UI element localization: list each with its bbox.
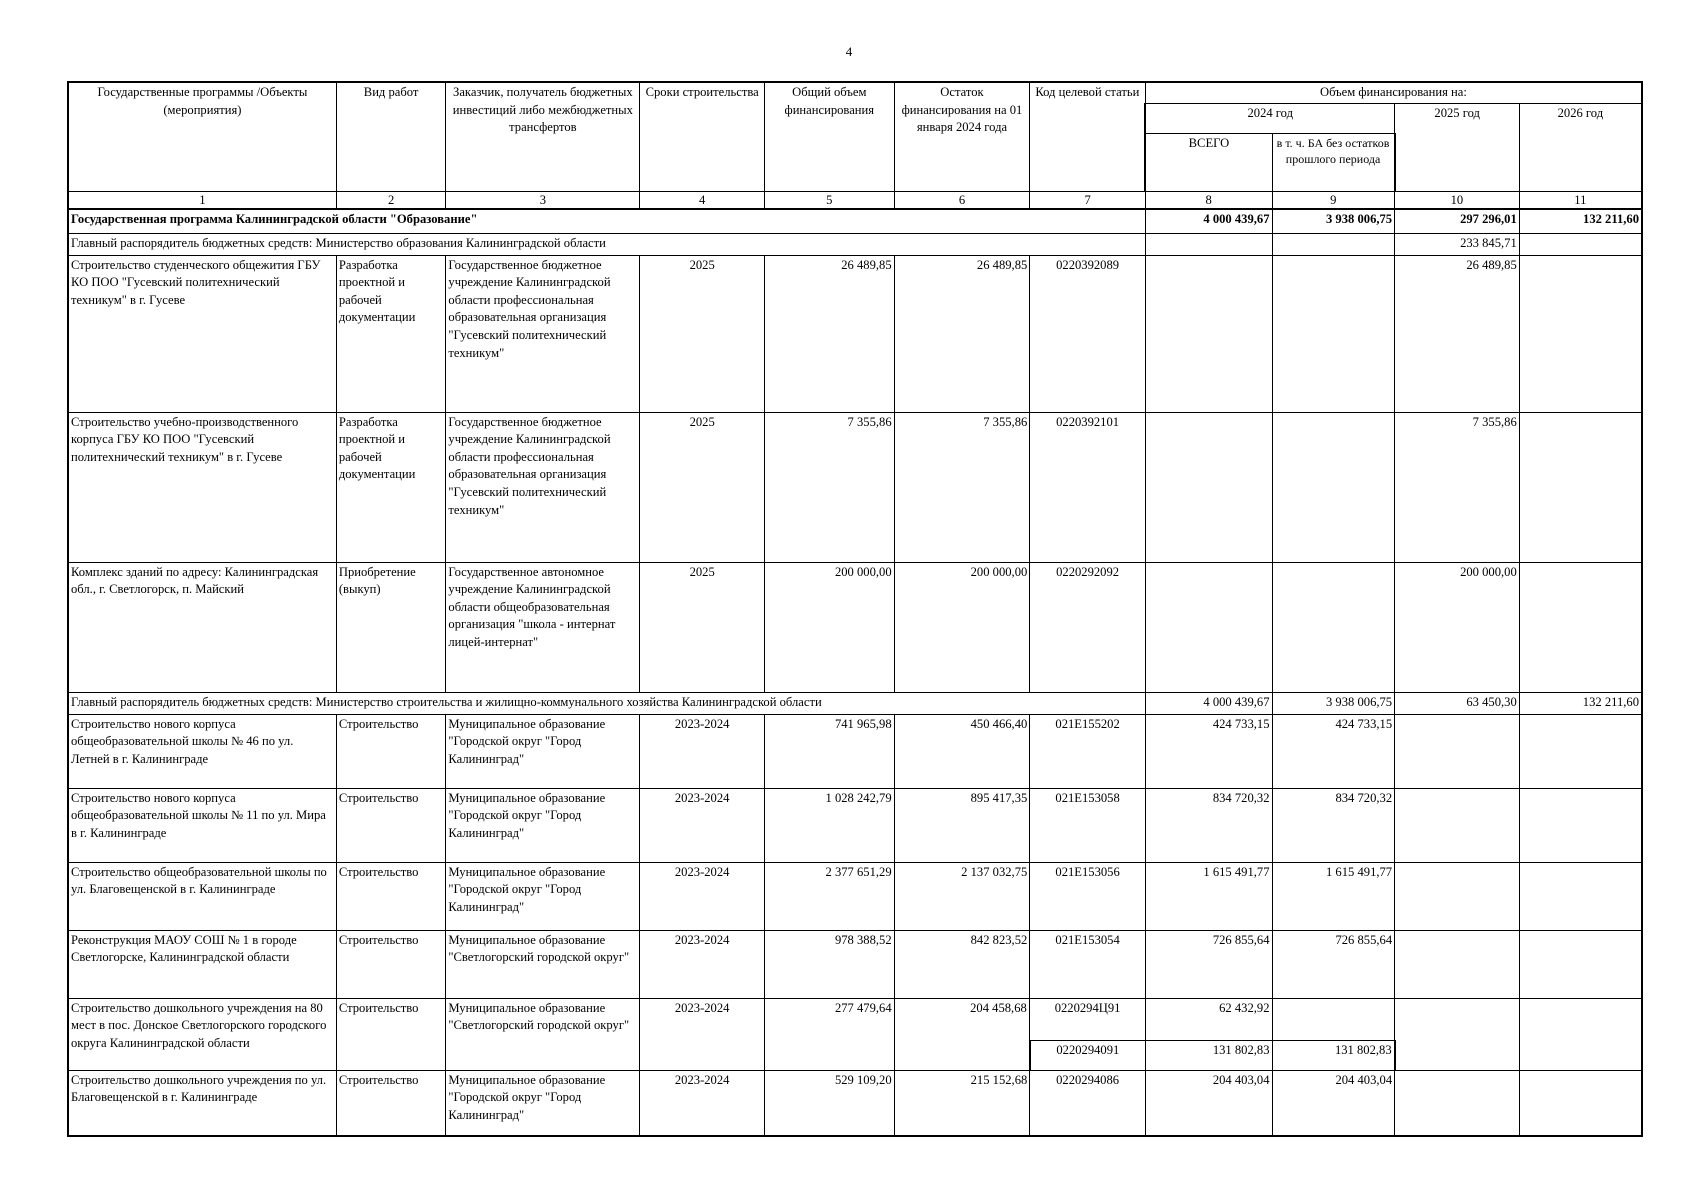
amount-2026: [1519, 998, 1642, 1070]
program-title: Государственная программа Калининградской области "Образование": [68, 209, 1145, 233]
total-volume: 26 489,85: [764, 255, 894, 412]
table-row: [68, 930, 1642, 998]
object-name: Строительство учебно-производственного корпуса ГБУ КО ПОО "Гусевский политехнический техникум" в г. Гусеве: [68, 412, 336, 562]
amount-2025: 7 355,86: [1395, 412, 1520, 562]
object-name: Строительство общеобразовательной школы по ул. Благовещенской в г. Калининграде: [68, 862, 336, 930]
header-ba-excl: в т. ч. БА без остатков прошлого периода: [1272, 133, 1395, 191]
total-2024: [1145, 412, 1272, 562]
target-code: 0220292092: [1030, 562, 1146, 692]
column-number: 5: [764, 191, 894, 209]
target-code: 0220294091: [1030, 1040, 1146, 1070]
header-programs: Государственные программы /Объекты (мероприятия): [68, 82, 336, 191]
customer: Государственное автономное учреждение Калининградской области общеобразовательная организация "школа - интернат лицей-интернат": [446, 562, 640, 692]
work-type: Приобретение (выкуп): [336, 562, 446, 692]
customer: Муниципальное образование "Городской округ "Город Калининград": [446, 1070, 640, 1136]
target-code: 0220294Ц91: [1030, 998, 1146, 1040]
term: 2025: [640, 562, 765, 692]
object-name: Строительство студенческого общежития ГБУ КО ПОО "Гусевский политехнический техникум" в г. Гусеве: [68, 255, 336, 412]
total-volume: 277 479,64: [764, 998, 894, 1070]
column-number: 1: [68, 191, 336, 209]
customer: Государственное бюджетное учреждение Калининградской области профессиональная образовательная организация "Гусевский политехнический техникум": [446, 255, 640, 412]
total-2024: 834 720,32: [1145, 788, 1272, 862]
customer: Муниципальное образование "Городской округ "Город Калининград": [446, 788, 640, 862]
object-name: Строительство нового корпуса общеобразовательной школы № 11 по ул. Мира в г. Калининграде: [68, 788, 336, 862]
amount-2025: [1395, 998, 1520, 1070]
work-type: Строительство: [336, 788, 446, 862]
term: 2025: [640, 412, 765, 562]
work-type: Разработка проектной и рабочей документации: [336, 255, 446, 412]
header-terms: Сроки строительства: [640, 82, 765, 191]
work-type: Строительство: [336, 714, 446, 788]
ba-2024: 424 733,15: [1272, 714, 1395, 788]
column-number: 6: [894, 191, 1030, 209]
distributor-2026: 132 211,60: [1519, 692, 1642, 714]
term: 2023-2024: [640, 714, 765, 788]
remainder: 7 355,86: [894, 412, 1030, 562]
amount-2026: [1519, 412, 1642, 562]
term: 2023-2024: [640, 930, 765, 998]
target-code: 021E153056: [1030, 862, 1146, 930]
amount-2025: 26 489,85: [1395, 255, 1520, 412]
header-year-2026: 2026 год: [1519, 103, 1642, 191]
column-number: 3: [446, 191, 640, 209]
column-number: 9: [1272, 191, 1395, 209]
work-type: Строительство: [336, 1070, 446, 1136]
table-row: [68, 714, 1642, 788]
table-row: [68, 255, 1642, 412]
table-row: [68, 1070, 1642, 1136]
table-row: [68, 412, 1642, 562]
customer: Муниципальное образование "Светлогорский городской округ": [446, 930, 640, 998]
header-code: Код целевой статьи: [1030, 82, 1146, 191]
distributor-title: Главный распорядитель бюджетных средств: Министерство строительства и жилищно-коммунального хозяйства Калининградской области: [68, 692, 1145, 714]
ba-2024: 726 855,64: [1272, 930, 1395, 998]
object-name: Строительство нового корпуса общеобразовательной школы № 46 по ул. Летней в г. Калининграде: [68, 714, 336, 788]
term: 2023-2024: [640, 1070, 765, 1136]
amount-2025: [1395, 788, 1520, 862]
program-2025: 297 296,01: [1395, 209, 1520, 233]
ba-2024: [1272, 562, 1395, 692]
total-volume: 7 355,86: [764, 412, 894, 562]
amount-2026: [1519, 788, 1642, 862]
remainder: 200 000,00: [894, 562, 1030, 692]
column-number: 11: [1519, 191, 1642, 209]
amount-2025: [1395, 930, 1520, 998]
target-code: 021E155202: [1030, 714, 1146, 788]
amount-2026: [1519, 714, 1642, 788]
amount-2026: [1519, 562, 1642, 692]
amount-2025: [1395, 1070, 1520, 1136]
financing-table: [67, 81, 1643, 1137]
customer: Муниципальное образование "Светлогорский городской округ": [446, 998, 640, 1070]
table-row: [68, 562, 1642, 692]
program-2026: 132 211,60: [1519, 209, 1642, 233]
distributor-title: Главный распорядитель бюджетных средств: Министерство образования Калининградской области: [68, 233, 1145, 255]
header-funding-volume: Объем финансирования на:: [1145, 82, 1642, 103]
program-ba-2024: 3 938 006,75: [1272, 209, 1395, 233]
object-name: Строительство дошкольного учреждения по ул. Благовещенской в г. Калининграде: [68, 1070, 336, 1136]
distributor-2025: 233 845,71: [1395, 233, 1520, 255]
work-type: Разработка проектной и рабочей документации: [336, 412, 446, 562]
work-type: Строительство: [336, 862, 446, 930]
header-remainder: Остаток финансирования на 01 января 2024 года: [894, 82, 1030, 191]
total-2024: 204 403,04: [1145, 1070, 1272, 1136]
distributor-2025: 63 450,30: [1395, 692, 1520, 714]
amount-2026: [1519, 255, 1642, 412]
total-volume: 1 028 242,79: [764, 788, 894, 862]
object-name: Комплекс зданий по адресу: Калининградская обл., г. Светлогорск, п. Майский: [68, 562, 336, 692]
work-type: Строительство: [336, 930, 446, 998]
program-total-2024: 4 000 439,67: [1145, 209, 1272, 233]
remainder: 204 458,68: [894, 998, 1030, 1070]
term: 2025: [640, 255, 765, 412]
distributor-total-2024: 4 000 439,67: [1145, 692, 1272, 714]
total-volume: 2 377 651,29: [764, 862, 894, 930]
target-code: 0220392089: [1030, 255, 1146, 412]
column-number: 2: [336, 191, 446, 209]
header-year-2025: 2025 год: [1395, 103, 1520, 191]
table-row: [68, 862, 1642, 930]
distributor-row: [68, 692, 1642, 714]
remainder: 842 823,52: [894, 930, 1030, 998]
amount-2025: [1395, 862, 1520, 930]
ba-2024: 204 403,04: [1272, 1070, 1395, 1136]
column-number: 7: [1030, 191, 1146, 209]
header-total: ВСЕГО: [1145, 133, 1272, 191]
amount-2026: [1519, 862, 1642, 930]
term: 2023-2024: [640, 998, 765, 1070]
customer: Муниципальное образование "Городской округ "Город Калининград": [446, 862, 640, 930]
total-volume: 741 965,98: [764, 714, 894, 788]
page-number: 4: [845, 44, 853, 59]
total-2024: 726 855,64: [1145, 930, 1272, 998]
total-2024: [1145, 255, 1272, 412]
amount-2025: 200 000,00: [1395, 562, 1520, 692]
total-2024: [1145, 562, 1272, 692]
total-2024: 62 432,92: [1145, 998, 1272, 1040]
ba-2024: [1272, 255, 1395, 412]
term: 2023-2024: [640, 788, 765, 862]
total-2024: 424 733,15: [1145, 714, 1272, 788]
column-number: 4: [640, 191, 765, 209]
ba-2024: 834 720,32: [1272, 788, 1395, 862]
ba-2024: 1 615 491,77: [1272, 862, 1395, 930]
total-2024: 1 615 491,77: [1145, 862, 1272, 930]
column-number: 10: [1395, 191, 1520, 209]
distributor-ba-2024: 3 938 006,75: [1272, 692, 1395, 714]
customer: Муниципальное образование "Городской округ "Город Калининград": [446, 714, 640, 788]
work-type: Строительство: [336, 998, 446, 1070]
amount-2026: [1519, 930, 1642, 998]
remainder: 450 466,40: [894, 714, 1030, 788]
term: 2023-2024: [640, 862, 765, 930]
remainder: 895 417,35: [894, 788, 1030, 862]
target-code: 021E153054: [1030, 930, 1146, 998]
header-total-volume: Общий объем финансирования: [764, 82, 894, 191]
total-2024: 131 802,83: [1145, 1040, 1272, 1070]
total-volume: 978 388,52: [764, 930, 894, 998]
table-row: [68, 788, 1642, 862]
column-number: 8: [1145, 191, 1272, 209]
header-year-2024: 2024 год: [1145, 103, 1394, 133]
remainder: 215 152,68: [894, 1070, 1030, 1136]
customer: Государственное бюджетное учреждение Калининградской области профессиональная образовательная организация "Гусевский политехнический техникум": [446, 412, 640, 562]
amount-2026: [1519, 1070, 1642, 1136]
header-work-type: Вид работ: [336, 82, 446, 191]
total-volume: 529 109,20: [764, 1070, 894, 1136]
distributor-row: [68, 233, 1642, 255]
remainder: 26 489,85: [894, 255, 1030, 412]
object-name: Реконструкция МАОУ СОШ № 1 в городе Светлогорске, Калининградской области: [68, 930, 336, 998]
object-name: Строительство дошкольного учреждения на 80 мест в пос. Донское Светлогорского городского округа Калининградской области: [68, 998, 336, 1070]
target-code: 0220392101: [1030, 412, 1146, 562]
total-volume: 200 000,00: [764, 562, 894, 692]
target-code: 0220294086: [1030, 1070, 1146, 1136]
remainder: 2 137 032,75: [894, 862, 1030, 930]
program-row: [68, 209, 1642, 233]
amount-2025: [1395, 714, 1520, 788]
ba-2024: 131 802,83: [1272, 1040, 1395, 1070]
table-row: [68, 998, 1642, 1040]
ba-2024: [1272, 998, 1395, 1040]
header-customer: Заказчик, получатель бюджетных инвестиций либо межбюджетных трансфертов: [446, 82, 640, 191]
ba-2024: [1272, 412, 1395, 562]
target-code: 021E153058: [1030, 788, 1146, 862]
column-numbers-row: [68, 191, 1642, 209]
